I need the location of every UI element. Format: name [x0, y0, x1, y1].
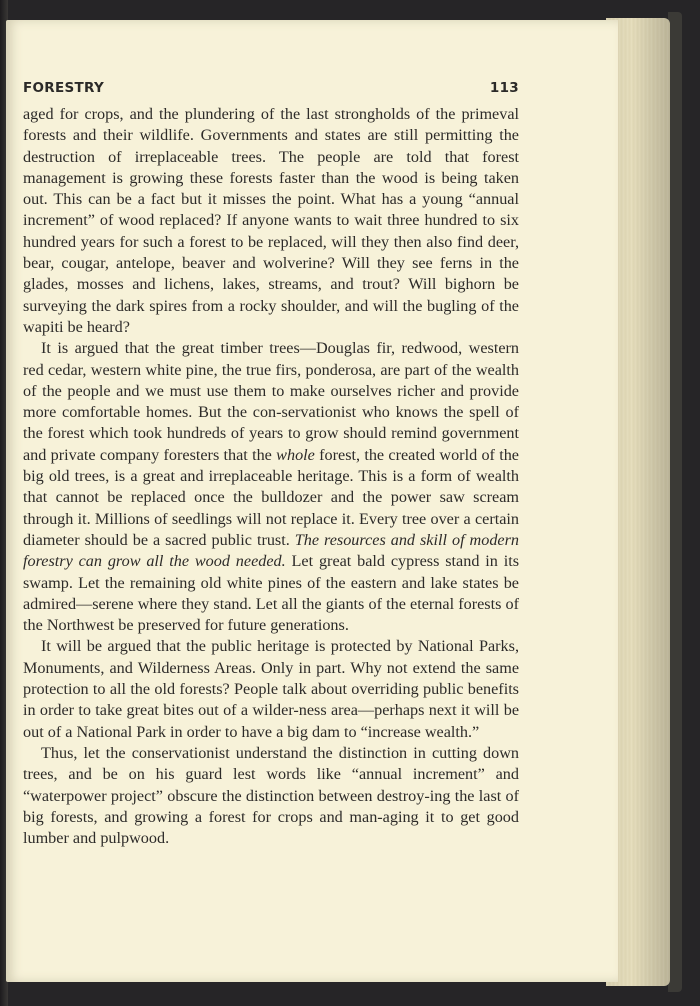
text-run: It is argued that the great timber trees—Douglas fir, redwood, western red cedar, western white pine, the true firs, ponderosa, are part of the wealth of the people and we must use them to make ourselves richer and provide more comfortable homes. But the con-servationist who knows the spell of the forest which took hundreds of years to grow should remind government and private company foresters that the [23, 339, 519, 464]
body-text [23, 104, 519, 849]
text-run: Thus, let the conservationist understand the distinction in cutting down trees, and be on his guard lest words like “annual increment” and “waterpower project” obscure the distinction between destroy-ing the last of big forests, and growing a forest for crops and man-aging it to get good lumber and pulpwood. [23, 743, 519, 848]
page-number: 113 [489, 80, 519, 96]
text-run: It will be argued that the public heritage is protected by National Parks, Monuments, and Wilderness Areas. Only in part. Why not extend the same protection to all the old forests? People talk about overriding public benefits in order to take great bites out of a wilder-ness area—perhaps next it will be out of a National Park in order to have a big dam to “increase wealth.” [23, 637, 519, 741]
paragraph [23, 636, 519, 742]
italic-text: whole [276, 445, 315, 464]
text-run: aged for crops, and the plundering of the last strongholds of the primeval forests and their wildlife. Governments and states are still permitting the destruction of irreplaceable trees. The people are told that forest management is growing these forests faster than the wood is being taken out. This can be a fact but it misses the point. What has a young “annual increment” of wood replaced? If anyone wants to wait three hundred to six hundred years for such a forest to be replaced, will they then also find deer, bear, cougar, antelope, beaver and wolverine? Will they see ferns in the glades, mosses and lichens, lakes, streams, and trout? Will bighorn be surveying the dark spires from a rocky shoulder, and will the bugling of the wapiti be heard? [23, 105, 519, 336]
paragraph [23, 743, 519, 849]
text-run: Let great bald cypress stand in its swamp. Let the remaining old white pines of the eastern and lake states be admired—serene where they stand. Let all the giants of the eternal forests of the Northwest be preserved for future generations. [23, 552, 519, 635]
text-run: forest, the created world of the big old trees, is a great and irreplaceable heritage. This is a form of wealth that cannot be replaced once the bulldozer and the power saw scream through it. Millions of seedlings will not replace it. Every tree over a certain diameter should be a sacred public trust. [23, 445, 519, 549]
paragraph [23, 104, 519, 338]
running-title: FORESTRY [23, 80, 105, 96]
book-cover-edge [668, 12, 682, 992]
italic-text: The resources and skill of modern forestry can grow all the wood needed. [23, 530, 519, 571]
paragraph [23, 338, 519, 636]
running-header [23, 80, 519, 100]
